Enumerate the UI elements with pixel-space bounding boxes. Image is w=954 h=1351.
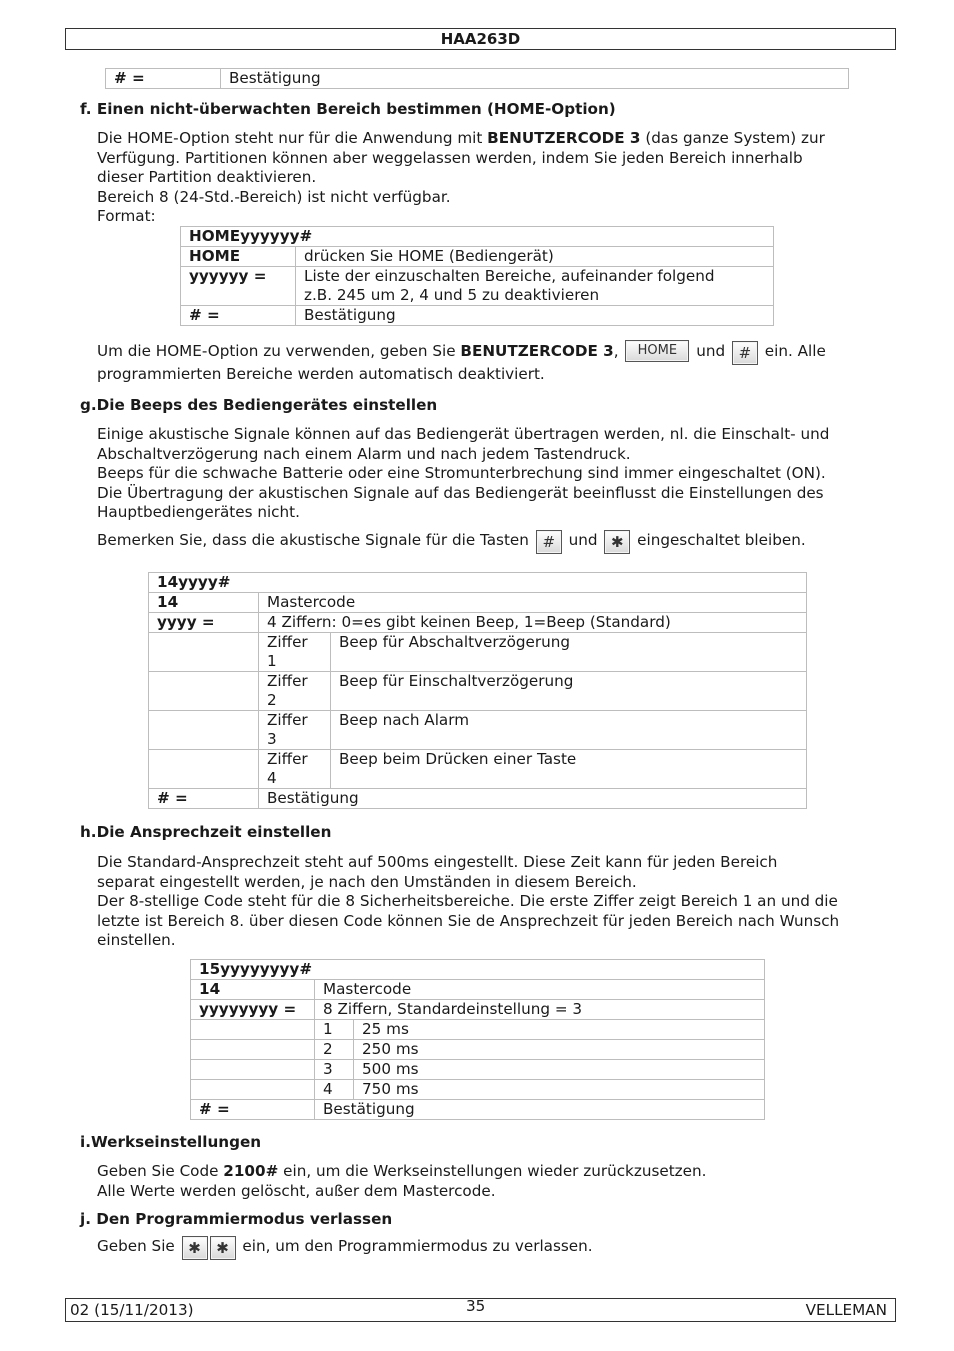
section-j-title: j. Den Programmiermodus verlassen — [80, 1210, 393, 1228]
table-value: Bestätigung — [221, 69, 849, 89]
beep-format-table — [148, 572, 807, 809]
text-line: dieser Partition deaktivieren. — [97, 168, 317, 186]
table-key: 14 — [149, 593, 259, 613]
section-f-title: f. Einen nicht-überwachten Bereich bestimmen (HOME-Option) — [80, 100, 616, 118]
table-header: 15yyyyyyyy# — [191, 960, 765, 980]
text-line: Abschaltverzögerung nach einem Alarm und nach jedem Tastendruck. — [97, 444, 631, 463]
section-i-title: i.Werkseinstellungen — [80, 1133, 262, 1151]
section-j-body: Geben Sie ✱ ✱ ein, um den Programmiermodus zu verlassen. — [97, 1236, 897, 1260]
hash-key-icon: # — [732, 341, 758, 365]
option-value: 250 ms — [354, 1040, 765, 1060]
section-g-note: Bemerken Sie, dass die akustische Signale für die Tasten # und ✱ eingeschaltet bleiben. — [97, 530, 897, 554]
text-line: Hauptbediengerätes nicht. — [97, 503, 300, 521]
table-value: 4 Ziffern: 0=es gibt keinen Beep, 1=Beep (Standard) — [259, 613, 807, 633]
section-g-title: g.Die Beeps des Bediengerätes einstellen — [80, 396, 438, 414]
digit-description: Beep beim Drücken einer Taste — [331, 750, 807, 789]
star-key-icon: ✱ — [604, 530, 630, 554]
table-header: HOMEyyyyyy# — [181, 227, 774, 247]
digit-description: Beep nach Alarm — [331, 711, 807, 750]
option-number: 4 — [315, 1080, 354, 1100]
table-value: Mastercode — [315, 980, 765, 1000]
footer-brand: VELLEMAN — [805, 1301, 887, 1319]
response-time-table — [190, 959, 765, 1120]
text-line: Geben Sie Code 2100# ein, um die Werkseinstellungen wieder zurückzusetzen. — [97, 1162, 707, 1180]
text-line: Alle Werte werden gelöscht, außer dem Mastercode. — [97, 1181, 496, 1200]
option-value: 750 ms — [354, 1080, 765, 1100]
home-format-table — [180, 226, 774, 326]
page-number: 35 — [466, 1297, 486, 1315]
table-key: 14 — [191, 980, 315, 1000]
option-number: 1 — [315, 1020, 354, 1040]
table-key: # = — [191, 1100, 315, 1120]
text-line: programmierten Bereiche werden automatisch deaktiviert. — [97, 365, 545, 383]
option-number: 3 — [315, 1060, 354, 1080]
home-key-icon: HOME — [625, 340, 689, 362]
digit-label: Ziffer 4 — [259, 750, 331, 789]
option-number: 2 — [315, 1040, 354, 1060]
table-value: Liste der einzuschalten Bereiche, aufeinander folgend z.B. 245 um 2, 4 und 5 zu deaktivieren — [296, 267, 774, 306]
table-value: 8 Ziffern, Standardeinstellung = 3 — [315, 1000, 765, 1020]
text-line: Format: — [97, 207, 156, 225]
text-line: Die HOME-Option steht nur für die Anwendung mit BENUTZERCODE 3 (das ganze System) zur — [97, 129, 825, 147]
table-value: drücken Sie HOME (Bediengerät) — [296, 247, 774, 267]
section-f-usage — [97, 340, 917, 385]
hash-key-icon: # — [536, 530, 562, 554]
digit-description: Beep für Abschaltverzögerung — [331, 633, 807, 672]
table-value: Bestätigung — [315, 1100, 765, 1120]
table-value: Bestätigung — [259, 789, 807, 809]
text-line: Einige akustische Signale können auf das Bediengerät übertragen werden, nl. die Einschalt- und — [97, 425, 830, 443]
table-key: yyyyyy = — [181, 267, 296, 306]
section-f-intro — [97, 129, 897, 227]
text-line: Verfügung. Partitionen können aber weggelassen werden, indem Sie jeden Bereich innerhalb — [97, 148, 803, 167]
table-key: yyyyyyyy = — [191, 1000, 315, 1020]
table-key: # = — [106, 69, 221, 89]
digit-label: Ziffer 3 — [259, 711, 331, 750]
text-line: Bereich 8 (24-Std.-Bereich) ist nicht verfügbar. — [97, 187, 451, 206]
document-header — [65, 28, 896, 50]
text-line: Die Standard-Ansprechzeit steht auf 500ms eingestellt. Diese Zeit kann für jeden Bereich — [97, 853, 778, 871]
table-key: yyyy = — [149, 613, 259, 633]
document-footer — [65, 1298, 896, 1322]
section-h-title: h.Die Ansprechzeit einstellen — [80, 823, 332, 841]
footer-date: 02 (15/11/2013) — [70, 1301, 194, 1319]
confirm-table — [105, 68, 849, 89]
table-value: Bestätigung — [296, 306, 774, 326]
digit-description: Beep für Einschaltverzögerung — [331, 672, 807, 711]
text-line: Die Übertragung der akustischen Signale auf das Bediengerät beeinflusst die Einstellungen des — [97, 483, 824, 502]
star-key-icon: ✱ — [210, 1236, 236, 1260]
digit-label: Ziffer 1 — [259, 633, 331, 672]
table-value: Mastercode — [259, 593, 807, 613]
star-key-icon: ✱ — [182, 1236, 208, 1260]
table-key: # = — [181, 306, 296, 326]
text-line: separat eingestellt werden, je nach den Umständen in diesem Bereich. — [97, 872, 637, 891]
digit-label: Ziffer 2 — [259, 672, 331, 711]
section-i-body — [97, 1162, 897, 1201]
model-number: HAA263D — [440, 30, 521, 48]
table-key: HOME — [181, 247, 296, 267]
text-line: letzte ist Bereich 8. über diesen Code können Sie de Ansprechzeit für jeden Bereich nach Wunsch — [97, 911, 840, 930]
text-line: einstellen. — [97, 931, 176, 949]
table-key: # = — [149, 789, 259, 809]
text-line: Der 8-stellige Code steht für die 8 Sicherheitsbereiche. Die erste Ziffer zeigt Bereich 1 an und die — [97, 892, 838, 910]
option-value: 25 ms — [354, 1020, 765, 1040]
option-value: 500 ms — [354, 1060, 765, 1080]
text-line: Beeps für die schwache Batterie oder eine Stromunterbrechung sind immer eingeschaltet (ON). — [97, 464, 826, 482]
section-g-intro — [97, 425, 897, 523]
text-line: Um die HOME-Option zu verwenden, geben Sie BENUTZERCODE 3, HOME und # ein. Alle — [97, 340, 917, 365]
section-h-intro — [97, 853, 897, 951]
table-header: 14yyyy# — [149, 573, 807, 593]
